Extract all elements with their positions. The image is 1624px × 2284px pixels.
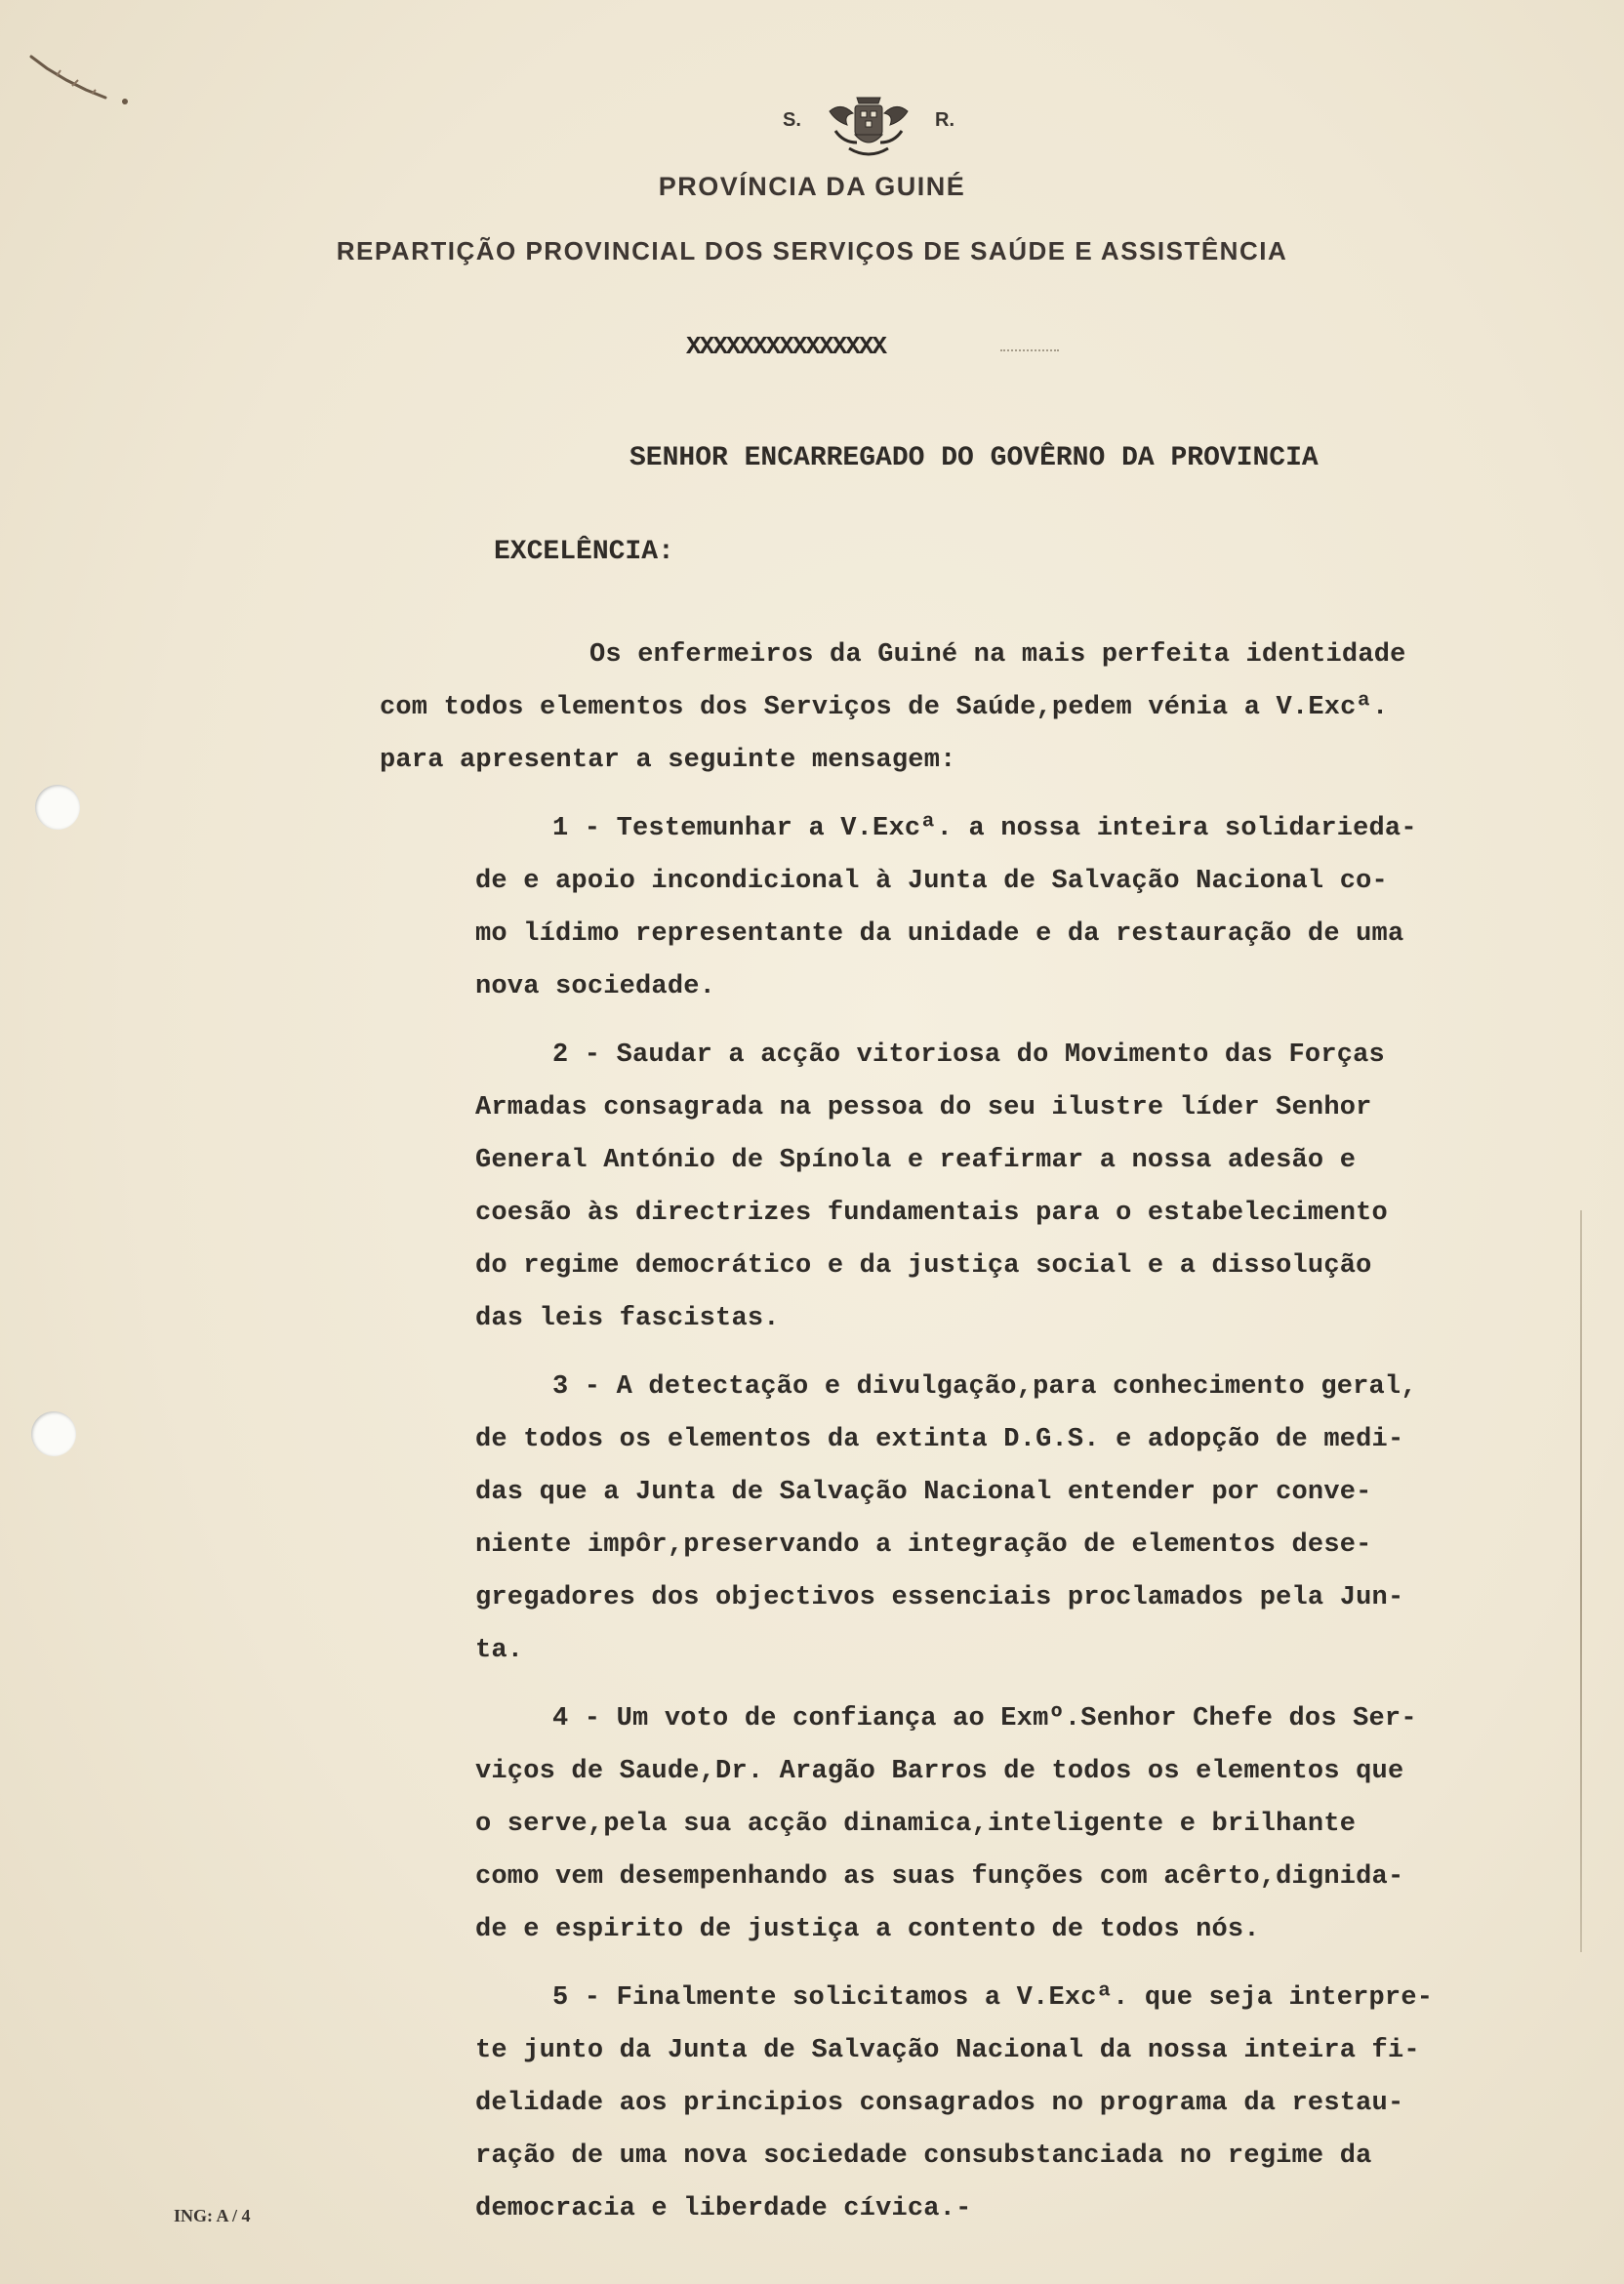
body-line: 4 - Um voto de confiança ao Exmº.Senhor Chefe dos Ser-: [552, 1704, 1417, 1733]
body-line: 1 - Testemunhar a V.Excª. a nossa inteira solidarieda-: [552, 814, 1417, 843]
body-line: de e apoio incondicional à Junta de Salvação Nacional co-: [475, 867, 1388, 896]
coat-of-arms-icon: [822, 92, 915, 162]
body-line: das leis fascistas.: [475, 1304, 780, 1333]
province-title: PROVÍNCIA DA GUINÉ: [658, 172, 966, 201]
body-line: 3 - A detectação e divulgação,para conhecimento geral,: [552, 1372, 1417, 1402]
body-line: como vem desempenhando as suas funções com acêrto,dignida-: [475, 1862, 1404, 1892]
sr-left-letter: S.: [783, 109, 801, 131]
body-line: niente impôr,preservando a integração de elementos dese-: [475, 1530, 1372, 1560]
body-line: 2 - Saudar a acção vitoriosa do Movimento das Forças: [552, 1040, 1385, 1070]
body-line: delidade aos principios consagrados no programa da restau-: [475, 2089, 1404, 2118]
body-line: de e espirito de justiça a contento de todos nós.: [475, 1915, 1260, 1944]
archive-reference: ING: A / 4: [174, 2206, 251, 2225]
letterhead-seal-row: [0, 92, 1624, 170]
body-line: mo lídimo representante da unidade e da restauração de uma: [475, 919, 1404, 949]
body-line: Armadas consagrada na pessoa do seu ilustre líder Senhor: [475, 1093, 1372, 1122]
addressee-line: SENHOR ENCARREGADO DO GOVÊRNO DA PROVINCIA: [629, 443, 1319, 473]
body-line: do regime democrático e da justiça social e a dissolução: [475, 1251, 1372, 1281]
struck-out-reference: XXXXXXXXXXXXXXX: [686, 332, 886, 361]
body-line: ta.: [475, 1636, 524, 1665]
body-line: gregadores dos objectivos essenciais proclamados pela Jun-: [475, 1583, 1404, 1612]
body-line: ração de uma nova sociedade consubstanciada no regime da: [475, 2141, 1372, 2171]
punch-hole-bottom: [31, 1411, 76, 1456]
body-line: viços de Saude,Dr. Aragão Barros de todos os elementos que: [475, 1757, 1404, 1786]
body-line: de todos os elementos da extinta D.G.S. e adopção de medi-: [475, 1425, 1404, 1454]
body-line: o serve,pela sua acção dinamica,inteligente e brilhante: [475, 1810, 1357, 1839]
salutation: EXCELÊNCIA:: [494, 537, 674, 567]
body-line: General António de Spínola e reafirmar a nossa adesão e: [475, 1146, 1357, 1175]
body-line: das que a Junta de Salvação Nacional entender por conve-: [475, 1478, 1372, 1507]
punch-hole-top: [35, 785, 80, 830]
dotted-rule: [1000, 349, 1059, 351]
body-line: Os enfermeiros da Guiné na mais perfeita identidade: [589, 640, 1406, 670]
body-line: te junto da Junta de Salvação Nacional da nossa inteira fi-: [475, 2036, 1420, 2065]
right-margin-rule: [1580, 1210, 1582, 1952]
body-line: 5 - Finalmente solicitamos a V.Excª. que seja interpre-: [552, 1983, 1434, 2013]
body-line: nova sociedade.: [475, 972, 716, 1001]
department-title: REPARTIÇÃO PROVINCIAL DOS SERVIÇOS DE SAÚDE E ASSISTÊNCIA: [336, 236, 1288, 265]
body-line: com todos elementos dos Serviços de Saúde,pedem vénia a V.Excª.: [380, 693, 1389, 722]
body-line: democracia e liberdade cívica.-: [475, 2194, 972, 2223]
sr-right-letter: R.: [935, 109, 954, 131]
body-line: para apresentar a seguinte mensagem:: [380, 746, 956, 775]
body-line: coesão às directrizes fundamentais para o estabelecimento: [475, 1199, 1388, 1228]
